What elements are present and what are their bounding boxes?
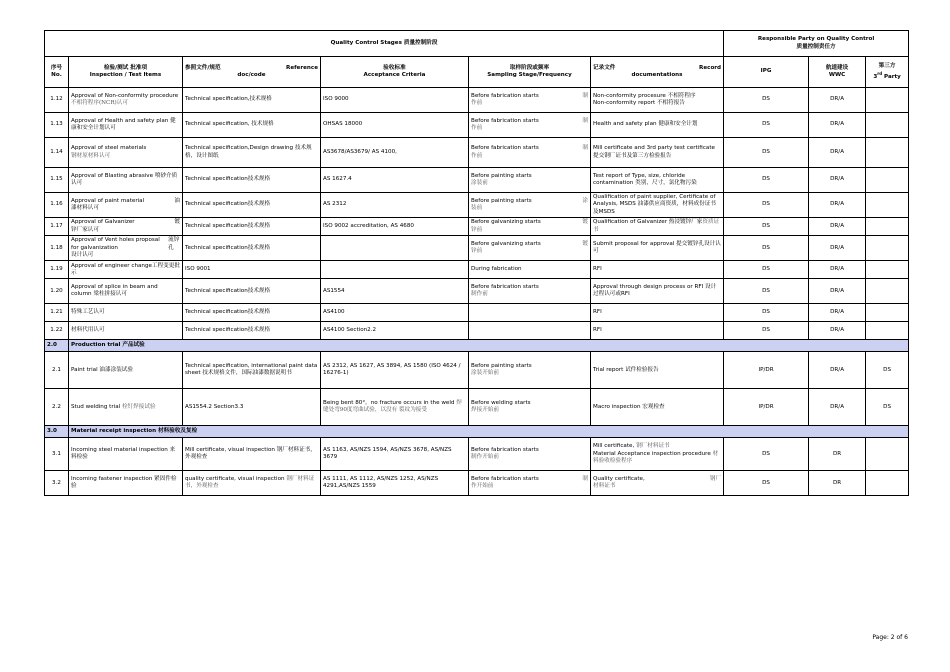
acceptance-criteria: AS 1627.4 (321, 168, 469, 193)
section-number: 3.0 (45, 426, 69, 438)
table-row (45, 193, 909, 218)
wwc-party: DR/A (809, 322, 866, 340)
table-row (45, 304, 909, 322)
col-header-third-party: 第三方 3rd Party (866, 57, 909, 88)
record-documentation: RFI (591, 261, 724, 279)
sampling-stage (469, 304, 591, 322)
record-documentation: Quality certificate, 钢厂 材料证书 (591, 471, 724, 496)
ipg-party: DS (724, 304, 809, 322)
sampling-stage: Before fabrication starts 制 作前 (469, 113, 591, 138)
sampling-stage: Before fabrication starts 制作前 (469, 279, 591, 304)
ipg-party: DS (724, 261, 809, 279)
responsible-party-title (724, 31, 909, 57)
acceptance-criteria (321, 261, 469, 279)
reference-doc: Technical specification技术规格 (183, 322, 321, 340)
third-party (866, 279, 909, 304)
inspection-item: Stud welding trial 栓钉焊接试验 (69, 389, 183, 426)
inspection-item: Incoming steel material inspection 来料检验 (69, 438, 183, 471)
responsible-title-en: Responsible Party on Quality Control (757, 36, 875, 43)
col-header-ipg: IPG (724, 57, 809, 88)
third-party (866, 218, 909, 236)
sampling-stage: Before fabrication starts 制 作前 (469, 88, 591, 113)
sampling-stage: Before fabrication starts 制 作前 (469, 138, 591, 168)
col-header-records: 记录文件 Record documentations (591, 57, 724, 88)
table-row (45, 389, 909, 426)
wwc-party: DR/A (809, 193, 866, 218)
third-party: DS (866, 352, 909, 389)
row-number: 1.16 (45, 193, 69, 218)
ipg-party: IP/DR (724, 352, 809, 389)
wwc-party: DR/A (809, 236, 866, 261)
table-row (45, 113, 909, 138)
record-documentation: RFI (591, 322, 724, 340)
wwc-party: DR/A (809, 113, 866, 138)
record-documentation: Macro inspection 宏观检查 (591, 389, 724, 426)
col-header-reference: 参照文件/规范 Reference doc/code (183, 57, 321, 88)
ipg-party: DS (724, 236, 809, 261)
sampling-stage: Before fabrication starts 制作开始前 (469, 438, 591, 471)
reference-doc: Technical specification技术规格 (183, 304, 321, 322)
inspection-item: Approval of steel materials 钢材原材料认可 (69, 138, 183, 168)
reference-doc: Technical specification,Design drawing 技术规格，设计图纸 (183, 138, 321, 168)
record-documentation: Mill certificate, 钢厂材料证书 Material Acceptance inspection procedure 材料验收检验程序 (591, 438, 724, 471)
third-party (866, 113, 909, 138)
row-number: 1.19 (45, 261, 69, 279)
third-party (866, 471, 909, 496)
qc-stages-table-sheet (44, 30, 908, 496)
ipg-party: DS (724, 88, 809, 113)
third-party (866, 138, 909, 168)
sampling-stage: Before galvanizing starts 镀 锌前 (469, 218, 591, 236)
wwc-party: DR/A (809, 352, 866, 389)
record-documentation: Qualification of paint supplier, Certificate of Analysis, MSDS 油漆供应商资质，材料成份证书及MSDS (591, 193, 724, 218)
table-row (45, 438, 909, 471)
sampling-stage: Before painting starts 涂 装前 (469, 193, 591, 218)
acceptance-criteria: ISO 9000 (321, 88, 469, 113)
reference-doc: Technical specification技术规格 (183, 279, 321, 304)
main-title: Quality Control Stages 质量控制阶段 (45, 31, 724, 57)
inspection-item: Approval of Vent holes proposal for galvanization 流锌孔 设计认可 (69, 236, 183, 261)
reference-doc: Mill certificate, visual inspection 钢厂材料证书，外观检查 (183, 438, 321, 471)
wwc-party: DR/A (809, 261, 866, 279)
row-number: 2.1 (45, 352, 69, 389)
ipg-party: DS (724, 279, 809, 304)
acceptance-criteria: AS 2312 (321, 193, 469, 218)
sampling-stage: Before fabrication starts 制 作开始前 (469, 471, 591, 496)
row-number: 1.13 (45, 113, 69, 138)
quality-control-table (44, 30, 909, 496)
ipg-party: DS (724, 322, 809, 340)
col-header-items: 检验/测试 批准项 Inspection / Test Items (69, 57, 183, 88)
row-number: 1.14 (45, 138, 69, 168)
section-row-production-trial (45, 340, 909, 352)
third-party (866, 261, 909, 279)
acceptance-criteria: ISO 9002 accreditation, AS 4680 (321, 218, 469, 236)
table-row (45, 261, 909, 279)
sampling-stage: During fabrication (469, 261, 591, 279)
inspection-item: 特殊工艺认可 (69, 304, 183, 322)
third-party (866, 88, 909, 113)
table-row (45, 218, 909, 236)
record-documentation: Approval through design process or RFI 设计过程认可或RFI (591, 279, 724, 304)
third-party (866, 438, 909, 471)
third-party (866, 304, 909, 322)
acceptance-criteria: AS1554 (321, 279, 469, 304)
wwc-party: DR (809, 471, 866, 496)
inspection-item: Approval of splice in beam and column 梁柱拼接认可 (69, 279, 183, 304)
row-number: 1.20 (45, 279, 69, 304)
row-number: 1.18 (45, 236, 69, 261)
row-number: 1.12 (45, 88, 69, 113)
record-documentation: Submit proposal for approval 提交镀锌孔设计认可 (591, 236, 724, 261)
ipg-party: DS (724, 471, 809, 496)
section-title: Production trial 产品试验 (69, 340, 909, 352)
record-documentation: Qualification of Galvanizer 热浸镀锌厂家资质证书 (591, 218, 724, 236)
reference-doc: quality certificate, visual inspection 钢厂材料证书，外观检查 (183, 471, 321, 496)
col-header-wwc: 航道建设 WWC (809, 57, 866, 88)
reference-doc: Technical specification, 技术规格 (183, 113, 321, 138)
inspection-item: Approval of Health and safety plan 健康和安全计划认可 (69, 113, 183, 138)
table-row (45, 322, 909, 340)
acceptance-criteria: AS4100 Section2.2 (321, 322, 469, 340)
record-documentation: Mill certificate and 3rd party test certificate 提交钢厂证书及第三方检验报告 (591, 138, 724, 168)
table-row (45, 352, 909, 389)
reference-doc: Technical specification,技术规格 (183, 88, 321, 113)
section-number: 2.0 (45, 340, 69, 352)
row-number: 3.2 (45, 471, 69, 496)
section-row-material-receipt (45, 426, 909, 438)
wwc-party: DR/A (809, 279, 866, 304)
table-row (45, 138, 909, 168)
row-number: 1.22 (45, 322, 69, 340)
third-party (866, 193, 909, 218)
acceptance-criteria: AS4100 (321, 304, 469, 322)
record-documentation: Trial report 试件检验报告 (591, 352, 724, 389)
sampling-stage (469, 322, 591, 340)
third-party (866, 322, 909, 340)
wwc-party: DR/A (809, 304, 866, 322)
sampling-stage: Before painting starts 涂装前 (469, 168, 591, 193)
reference-doc: Technical specification技术规格 (183, 236, 321, 261)
reference-doc: ISO 9001 (183, 261, 321, 279)
wwc-party: DR/A (809, 168, 866, 193)
ipg-party: DS (724, 113, 809, 138)
inspection-item: Approval of Non-conformity procedure 不相符程序(NCR)认可 (69, 88, 183, 113)
row-number: 3.1 (45, 438, 69, 471)
acceptance-criteria: AS 1163, AS/NZS 1594, AS/NZS 3678, AS/NZS 3679 (321, 438, 469, 471)
table-row (45, 168, 909, 193)
acceptance-criteria: AS 1111, AS 1112, AS/NZS 1252, AS/NZS 4291,AS/NZS 1559 (321, 471, 469, 496)
wwc-party: DR/A (809, 218, 866, 236)
table-row (45, 236, 909, 261)
reference-doc: Technical specification技术规格 (183, 168, 321, 193)
acceptance-criteria: OHSAS 18000 (321, 113, 469, 138)
record-documentation: Test report of Type, size, chloride contamination 类别，尺寸，氯化物污染 (591, 168, 724, 193)
sampling-stage: Before galvanizing starts 镀 锌前 (469, 236, 591, 261)
ipg-party: DS (724, 218, 809, 236)
acceptance-criteria: AS3678/AS3679/ AS 4100, (321, 138, 469, 168)
row-number: 2.2 (45, 389, 69, 426)
inspection-item: Approval of Galvanizer 镀 锌厂家认可 (69, 218, 183, 236)
ipg-party: DS (724, 168, 809, 193)
row-number: 1.21 (45, 304, 69, 322)
reference-doc: Technical specification技术规格 (183, 218, 321, 236)
col-header-sampling: 取样阶段或频率 Sampling Stage/Frequency (469, 57, 591, 88)
ipg-party: DS (724, 193, 809, 218)
third-party: DS (866, 389, 909, 426)
acceptance-criteria: AS 2312, AS 1627, AS 3894, AS 1580 (ISO 4624 / 16276-1) (321, 352, 469, 389)
row-number: 1.17 (45, 218, 69, 236)
inspection-item: Approval of paint material 油 漆材料认可 (69, 193, 183, 218)
record-documentation: RFI (591, 304, 724, 322)
section-title: Material receipt inspection 材料验收及复检 (69, 426, 909, 438)
wwc-party: DR (809, 438, 866, 471)
sampling-stage: Before welding starts 焊接开始前 (469, 389, 591, 426)
wwc-party: DR/A (809, 138, 866, 168)
responsible-title-cn: 质量控制责任方 (796, 43, 836, 50)
col-header-no: 序号 No. (45, 57, 69, 88)
inspection-item: Paint trial 油漆涂装试验 (69, 352, 183, 389)
table-row (45, 279, 909, 304)
third-party (866, 236, 909, 261)
ipg-party: DS (724, 438, 809, 471)
col-header-acceptance: 验收标准 Acceptance Criteria (321, 57, 469, 88)
inspection-item: Approval of Blasting abrasive 喷砂介质认可 (69, 168, 183, 193)
row-number: 1.15 (45, 168, 69, 193)
table-row (45, 471, 909, 496)
table-row (45, 88, 909, 113)
third-party (866, 168, 909, 193)
reference-doc: AS1554.2 Section3.3 (183, 389, 321, 426)
record-documentation: Non-conformity procesure 不相符程序 Non-conformity report 不相符报告 (591, 88, 724, 113)
wwc-party: DR/A (809, 88, 866, 113)
acceptance-criteria (321, 236, 469, 261)
inspection-item: Incoming fastener inspection 紧固件检验 (69, 471, 183, 496)
inspection-item: Approval of engineer change工程变更批示 (69, 261, 183, 279)
wwc-party: DR/A (809, 389, 866, 426)
sampling-stage: Before painting starts 涂装开始前 (469, 352, 591, 389)
record-documentation: Health and safety plan 健康和安全计划 (591, 113, 724, 138)
ipg-party: DS (724, 138, 809, 168)
reference-doc: Technical specification, international paint data sheet 技术规格文件，国际油漆数据说明书 (183, 352, 321, 389)
ipg-party: IP/DR (724, 389, 809, 426)
reference-doc: Technical specification技术规格 (183, 193, 321, 218)
page-number: Page: 2 of 6 (872, 634, 908, 641)
acceptance-criteria: Being bent 80°。no fracture occurs in the weld 焊缝处弯90度弯曲试验，以没有 裂纹为接受 (321, 389, 469, 426)
inspection-item: 材料代用认可 (69, 322, 183, 340)
